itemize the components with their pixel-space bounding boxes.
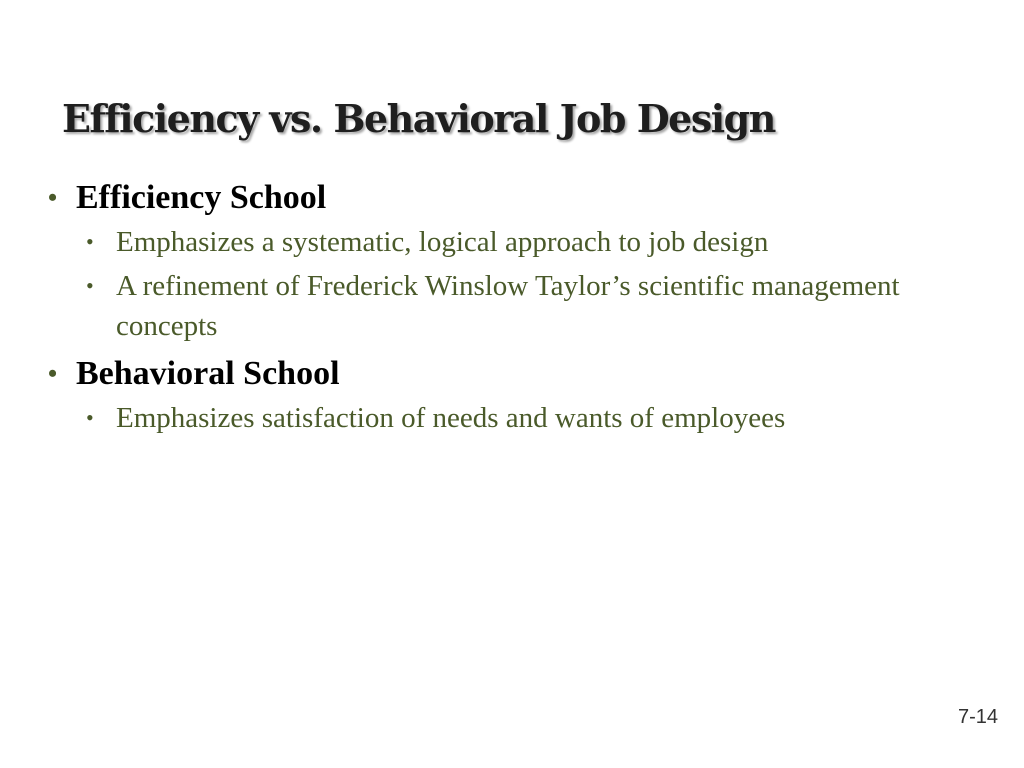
- list-item: [46, 266, 966, 346]
- slide-title: Efficiency vs. Behavioral Job Design: [62, 96, 775, 141]
- section-heading-label: Efficiency School: [76, 179, 327, 216]
- section-heading-label: Behavioral School: [76, 355, 340, 392]
- page-number: 7-14: [957, 706, 998, 728]
- bullet-icon: •: [86, 229, 94, 254]
- slide-content: [46, 176, 966, 444]
- bullet-icon: •: [86, 273, 94, 298]
- efficiency-points: [46, 222, 966, 346]
- bullet-icon: •: [48, 359, 58, 388]
- list-item-text: Emphasizes satisfaction of needs and wants of employees: [116, 402, 786, 434]
- section-heading-efficiency: [46, 176, 966, 220]
- section-heading-behavioral: [46, 352, 966, 396]
- bullet-icon: •: [48, 183, 58, 212]
- behavioral-points: [46, 398, 966, 438]
- list-item-text: Emphasizes a systematic, logical approach to job design: [116, 226, 769, 258]
- bullet-icon: •: [86, 405, 94, 430]
- list-item: [46, 222, 966, 262]
- list-item: [46, 398, 966, 438]
- list-item-text: A refinement of Frederick Winslow Taylor’s scientific management concepts: [116, 270, 900, 342]
